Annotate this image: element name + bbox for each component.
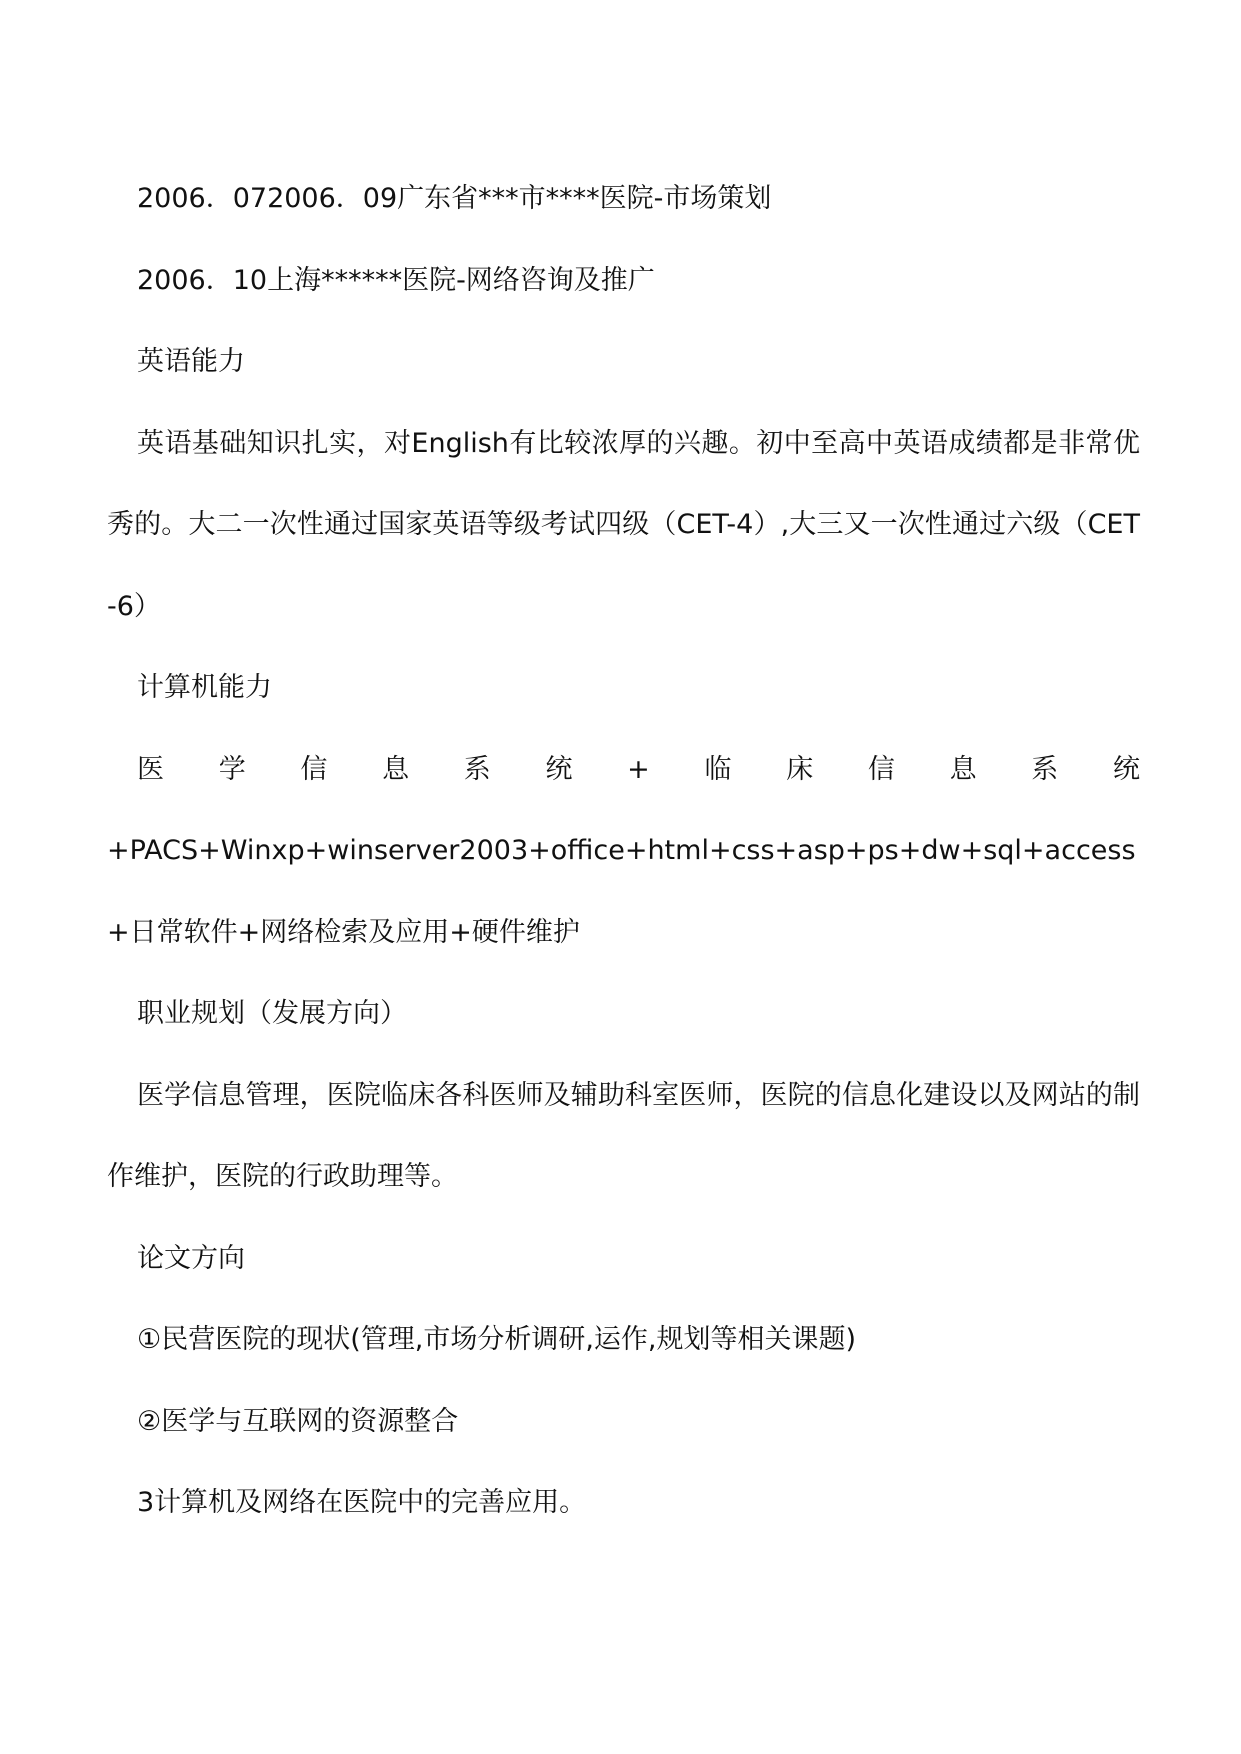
thesis-item-2: ②医学与互联网的资源整合: [137, 1405, 459, 1437]
document-body: [107, 158, 1140, 1544]
work-experience-line-1: 2006．072006．09广东省***市****医院-市场策划: [137, 183, 772, 214]
career-plan-paragraph: 医学信息管理，医院临床各科医师及辅助科室医师，医院的信息化建设以及网站的制作维护，医院的行政助理等。: [107, 1079, 1140, 1192]
work-experience-line-2: 2006．10上海******医院-网络咨询及推广: [137, 264, 655, 296]
section-heading-career: 职业规划（发展方向）: [137, 998, 407, 1029]
section-heading-thesis: 论文方向: [137, 1242, 245, 1274]
computer-skills-paragraph: +PACS+Winxp+winserver2003+office+html+css+asp+ps+dw+sql+access+日常软件+网络检索及应用+硬件维护: [107, 835, 1136, 948]
thesis-item-1: ①民营医院的现状(管理,市场分析调研,运作,规划等相关课题): [137, 1324, 857, 1355]
english-ability-paragraph: 英语基础知识扎实，对English有比较浓厚的兴趣。初中至高中英语成绩都是非常优秀的。大二一次性通过国家英语等级考试四级（CET-4）,大三又一次性通过六级（CET-6）: [107, 427, 1140, 622]
computer-skills-line-1: 医学信息系统+临床信息系统: [137, 753, 1140, 785]
section-heading-computer: 计算机能力: [137, 672, 272, 703]
thesis-item-3: 3计算机及网络在医院中的完善应用。: [137, 1487, 587, 1518]
section-heading-english: 英语能力: [137, 346, 245, 377]
